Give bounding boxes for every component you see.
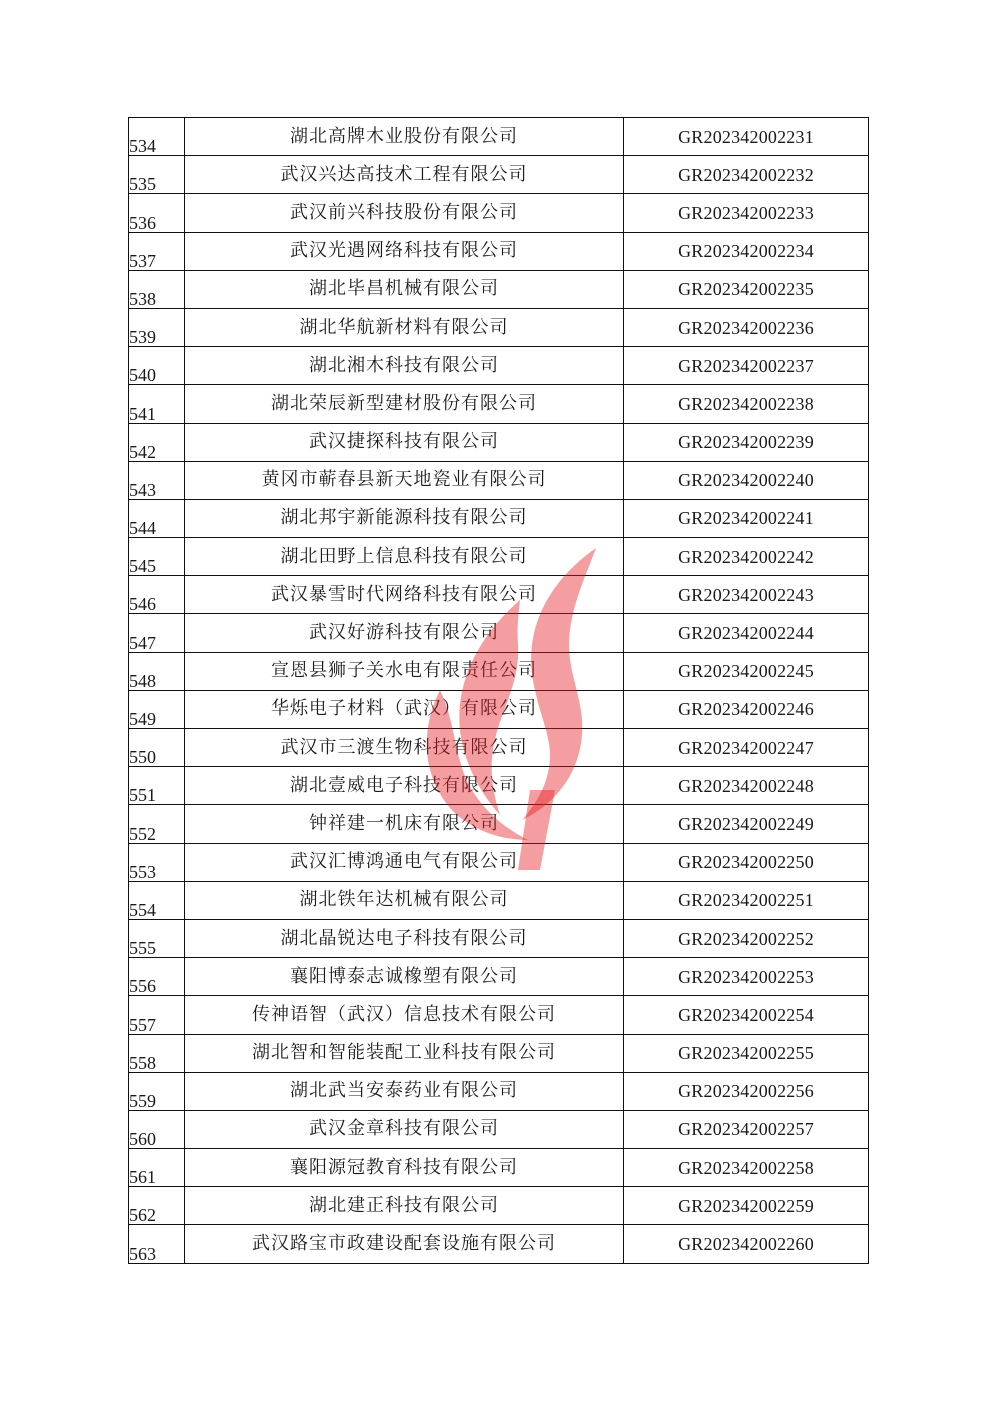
table-row xyxy=(129,194,869,232)
row-number-cell: 555 xyxy=(129,919,185,957)
table-row xyxy=(129,156,869,194)
row-number-cell: 539 xyxy=(129,308,185,346)
company-name-cell: 黄冈市蕲春县新天地瓷业有限公司 xyxy=(185,461,624,499)
company-name-cell: 湖北田野上信息科技有限公司 xyxy=(185,538,624,576)
certificate-code-cell: GR202342002243 xyxy=(624,576,869,614)
table-row xyxy=(129,1110,869,1148)
row-number-cell: 552 xyxy=(129,805,185,843)
certificate-code-cell: GR202342002250 xyxy=(624,843,869,881)
company-name-cell: 湖北晶锐达电子科技有限公司 xyxy=(185,919,624,957)
company-name-cell: 湖北武当安泰药业有限公司 xyxy=(185,1072,624,1110)
row-number-cell: 544 xyxy=(129,499,185,537)
certificate-code-cell: GR202342002247 xyxy=(624,729,869,767)
company-name-cell: 武汉好游科技有限公司 xyxy=(185,614,624,652)
row-number-cell: 551 xyxy=(129,767,185,805)
certificate-code-cell: GR202342002234 xyxy=(624,232,869,270)
certificate-code-cell: GR202342002255 xyxy=(624,1034,869,1072)
company-name-cell: 湖北湘木科技有限公司 xyxy=(185,347,624,385)
table-row xyxy=(129,232,869,270)
table-row xyxy=(129,614,869,652)
company-name-cell: 湖北毕昌机械有限公司 xyxy=(185,270,624,308)
table-row xyxy=(129,958,869,996)
certificate-code-cell: GR202342002252 xyxy=(624,919,869,957)
company-name-cell: 湖北高牌木业股份有限公司 xyxy=(185,118,624,156)
certificate-code-cell: GR202342002254 xyxy=(624,996,869,1034)
row-number-cell: 558 xyxy=(129,1034,185,1072)
row-number-cell: 561 xyxy=(129,1149,185,1187)
table-row xyxy=(129,1225,869,1263)
certificate-code-cell: GR202342002240 xyxy=(624,461,869,499)
company-name-cell: 华烁电子材料（武汉）有限公司 xyxy=(185,690,624,728)
row-number-cell: 557 xyxy=(129,996,185,1034)
certificate-code-cell: GR202342002232 xyxy=(624,156,869,194)
company-name-cell: 武汉捷探科技有限公司 xyxy=(185,423,624,461)
company-name-cell: 钟祥建一机床有限公司 xyxy=(185,805,624,843)
certificate-code-cell: GR202342002244 xyxy=(624,614,869,652)
company-record-table xyxy=(128,117,869,1264)
company-name-cell: 武汉光遇网络科技有限公司 xyxy=(185,232,624,270)
company-name-cell: 武汉暴雪时代网络科技有限公司 xyxy=(185,576,624,614)
certificate-code-cell: GR202342002245 xyxy=(624,652,869,690)
table-row xyxy=(129,690,869,728)
company-name-cell: 武汉路宝市政建设配套设施有限公司 xyxy=(185,1225,624,1263)
table-row xyxy=(129,843,869,881)
row-number-cell: 560 xyxy=(129,1110,185,1148)
row-number-cell: 541 xyxy=(129,385,185,423)
row-number-cell: 543 xyxy=(129,461,185,499)
table-row xyxy=(129,1187,869,1225)
row-number-cell: 549 xyxy=(129,690,185,728)
table-row xyxy=(129,652,869,690)
table-row xyxy=(129,729,869,767)
row-number-cell: 553 xyxy=(129,843,185,881)
row-number-cell: 563 xyxy=(129,1225,185,1263)
company-name-cell: 襄阳博泰志诚橡塑有限公司 xyxy=(185,958,624,996)
row-number-cell: 554 xyxy=(129,881,185,919)
row-number-cell: 536 xyxy=(129,194,185,232)
table-row xyxy=(129,270,869,308)
table-row xyxy=(129,996,869,1034)
certificate-code-cell: GR202342002253 xyxy=(624,958,869,996)
table-row xyxy=(129,576,869,614)
company-name-cell: 湖北华航新材料有限公司 xyxy=(185,308,624,346)
certificate-code-cell: GR202342002239 xyxy=(624,423,869,461)
certificate-code-cell: GR202342002258 xyxy=(624,1149,869,1187)
row-number-cell: 535 xyxy=(129,156,185,194)
row-number-cell: 559 xyxy=(129,1072,185,1110)
table-row xyxy=(129,347,869,385)
row-number-cell: 546 xyxy=(129,576,185,614)
certificate-code-cell: GR202342002257 xyxy=(624,1110,869,1148)
table-row xyxy=(129,499,869,537)
table-row xyxy=(129,538,869,576)
certificate-code-cell: GR202342002256 xyxy=(624,1072,869,1110)
certificate-code-cell: GR202342002233 xyxy=(624,194,869,232)
table-row xyxy=(129,423,869,461)
company-name-cell: 武汉兴达高技术工程有限公司 xyxy=(185,156,624,194)
table-row xyxy=(129,919,869,957)
certificate-code-cell: GR202342002259 xyxy=(624,1187,869,1225)
company-name-cell: 湖北壹威电子科技有限公司 xyxy=(185,767,624,805)
table-row xyxy=(129,805,869,843)
table-row xyxy=(129,308,869,346)
certificate-code-cell: GR202342002251 xyxy=(624,881,869,919)
certificate-code-cell: GR202342002249 xyxy=(624,805,869,843)
certificate-code-cell: GR202342002235 xyxy=(624,270,869,308)
row-number-cell: 537 xyxy=(129,232,185,270)
certificate-code-cell: GR202342002236 xyxy=(624,308,869,346)
company-name-cell: 武汉汇博鸿通电气有限公司 xyxy=(185,843,624,881)
company-name-cell: 湖北铁年达机械有限公司 xyxy=(185,881,624,919)
row-number-cell: 548 xyxy=(129,652,185,690)
row-number-cell: 545 xyxy=(129,538,185,576)
certificate-code-cell: GR202342002248 xyxy=(624,767,869,805)
table-row xyxy=(129,767,869,805)
certificate-code-cell: GR202342002238 xyxy=(624,385,869,423)
row-number-cell: 538 xyxy=(129,270,185,308)
company-name-cell: 宣恩县狮子关水电有限责任公司 xyxy=(185,652,624,690)
company-name-cell: 武汉市三渡生物科技有限公司 xyxy=(185,729,624,767)
table-row xyxy=(129,1072,869,1110)
table-body xyxy=(129,118,869,1264)
certificate-code-cell: GR202342002260 xyxy=(624,1225,869,1263)
company-name-cell: 襄阳源冠教育科技有限公司 xyxy=(185,1149,624,1187)
company-name-cell: 湖北荣辰新型建材股份有限公司 xyxy=(185,385,624,423)
row-number-cell: 556 xyxy=(129,958,185,996)
company-name-cell: 传神语智（武汉）信息技术有限公司 xyxy=(185,996,624,1034)
row-number-cell: 542 xyxy=(129,423,185,461)
row-number-cell: 547 xyxy=(129,614,185,652)
company-name-cell: 湖北智和智能装配工业科技有限公司 xyxy=(185,1034,624,1072)
table-row xyxy=(129,881,869,919)
row-number-cell: 540 xyxy=(129,347,185,385)
certificate-code-cell: GR202342002231 xyxy=(624,118,869,156)
table-row xyxy=(129,385,869,423)
table-row xyxy=(129,1149,869,1187)
certificate-code-cell: GR202342002242 xyxy=(624,538,869,576)
company-name-cell: 湖北建正科技有限公司 xyxy=(185,1187,624,1225)
table-row xyxy=(129,1034,869,1072)
company-name-cell: 武汉金章科技有限公司 xyxy=(185,1110,624,1148)
certificate-code-cell: GR202342002241 xyxy=(624,499,869,537)
table-row xyxy=(129,118,869,156)
row-number-cell: 534 xyxy=(129,118,185,156)
table-row xyxy=(129,461,869,499)
company-name-cell: 武汉前兴科技股份有限公司 xyxy=(185,194,624,232)
certificate-code-cell: GR202342002246 xyxy=(624,690,869,728)
company-name-cell: 湖北邦宇新能源科技有限公司 xyxy=(185,499,624,537)
row-number-cell: 550 xyxy=(129,729,185,767)
row-number-cell: 562 xyxy=(129,1187,185,1225)
certificate-code-cell: GR202342002237 xyxy=(624,347,869,385)
